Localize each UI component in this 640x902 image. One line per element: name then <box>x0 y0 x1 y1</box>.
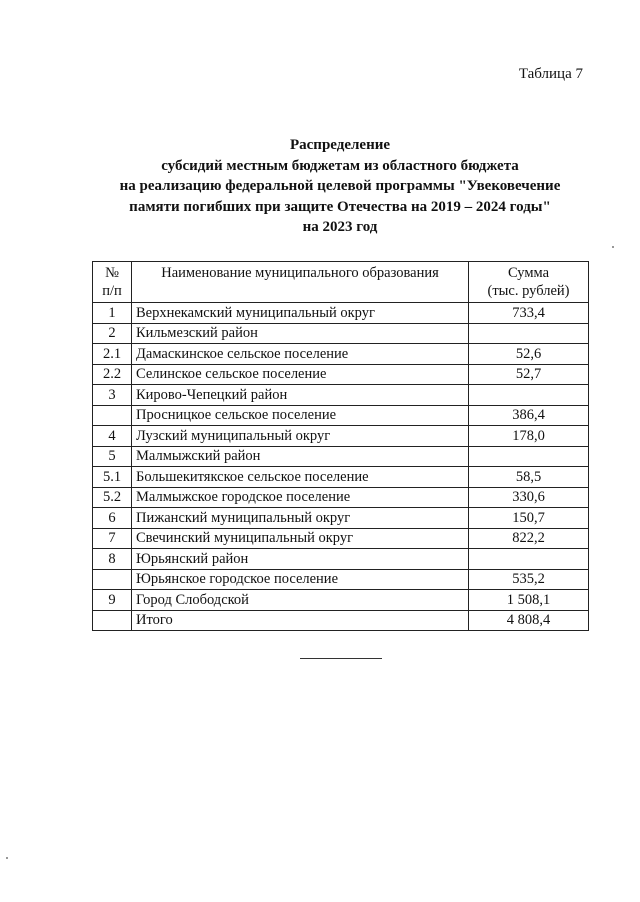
table-row <box>93 508 589 529</box>
row-sum <box>469 446 589 467</box>
row-sum: 386,4 <box>469 405 589 426</box>
table-row <box>93 323 589 344</box>
row-number <box>93 405 132 426</box>
row-number: 3 <box>93 385 132 406</box>
table-row <box>93 569 589 590</box>
column-header-name: Наименование муниципального образования <box>132 262 469 303</box>
table-row <box>93 487 589 508</box>
column-header-sum <box>469 262 589 303</box>
row-sum: 178,0 <box>469 426 589 447</box>
scan-speck <box>6 857 8 859</box>
row-municipality: Итого <box>132 610 469 631</box>
row-sum: 52,7 <box>469 364 589 385</box>
heading-line: на реализацию федеральной целевой программы "Увековечение <box>119 178 561 194</box>
table-row <box>93 426 589 447</box>
table-row <box>93 467 589 488</box>
row-number: 6 <box>93 508 132 529</box>
row-municipality: Юрьянское городское поселение <box>132 569 469 590</box>
row-municipality: Кильмезский район <box>132 323 469 344</box>
table-total-row <box>93 610 589 631</box>
row-sum <box>469 385 589 406</box>
row-sum: 733,4 <box>469 303 589 324</box>
heading-line: памяти погибших при защите Отечества на 2019 – 2024 годы" <box>129 198 551 215</box>
row-municipality: Просницкое сельское поселение <box>132 405 469 426</box>
row-number: 5.1 <box>93 467 132 488</box>
row-number: 5 <box>93 446 132 467</box>
table-row <box>93 344 589 365</box>
table-row <box>93 446 589 467</box>
row-sum: 150,7 <box>469 508 589 529</box>
subsidy-distribution-table <box>92 261 589 631</box>
row-sum: 4 808,4 <box>469 610 589 631</box>
row-number <box>93 610 132 631</box>
row-number: 4 <box>93 426 132 447</box>
row-municipality: Лузский муниципальный округ <box>132 426 469 447</box>
heading-line: Распределение <box>289 137 391 153</box>
row-number: 5.2 <box>93 487 132 508</box>
row-sum: 535,2 <box>469 569 589 590</box>
table-row <box>93 405 589 426</box>
heading-line: на 2023 год <box>302 219 378 235</box>
row-municipality: Верхнекамский муниципальный округ <box>132 303 469 324</box>
table-row <box>93 590 589 611</box>
row-number: 1 <box>93 303 132 324</box>
table-number-label: Таблица 7 <box>518 66 583 82</box>
row-sum <box>469 549 589 570</box>
table-row <box>93 364 589 385</box>
row-number: 8 <box>93 549 132 570</box>
heading-line: субсидий местным бюджетам из областного бюджета <box>161 157 519 174</box>
row-sum: 330,6 <box>469 487 589 508</box>
row-municipality: Юрьянский район <box>132 549 469 570</box>
table-row <box>93 549 589 570</box>
row-municipality: Дамаскинское сельское поселение <box>132 344 469 365</box>
end-of-document-divider <box>300 658 382 659</box>
row-municipality: Селинское сельское поселение <box>132 364 469 385</box>
document-heading <box>92 135 588 238</box>
table-row <box>93 528 589 549</box>
table-row <box>93 385 589 406</box>
row-sum: 58,5 <box>469 467 589 488</box>
column-header-sum-line1: Сумма <box>507 265 550 281</box>
column-header-number-line1: № <box>105 265 119 281</box>
row-number <box>93 569 132 590</box>
row-municipality: Свечинский муниципальный округ <box>132 528 469 549</box>
row-number: 2.2 <box>93 364 132 385</box>
table-row <box>93 303 589 324</box>
row-municipality: Кирово-Чепецкий район <box>132 385 469 406</box>
scan-speck <box>612 246 614 248</box>
row-number: 2.1 <box>93 344 132 365</box>
row-number: 7 <box>93 528 132 549</box>
column-header-sum-line2: (тыс. рублей) <box>487 283 570 299</box>
column-header-number-line2: п/п <box>102 283 122 299</box>
row-municipality: Малмыжский район <box>132 446 469 467</box>
row-sum: 52,6 <box>469 344 589 365</box>
table-header-row <box>93 262 589 303</box>
row-municipality: Малмыжское городское поселение <box>132 487 469 508</box>
row-municipality: Город Слободской <box>132 590 469 611</box>
column-header-number <box>93 262 132 303</box>
row-sum: 1 508,1 <box>469 590 589 611</box>
row-sum <box>469 323 589 344</box>
row-sum: 822,2 <box>469 528 589 549</box>
row-municipality: Пижанский муниципальный округ <box>132 508 469 529</box>
row-number: 9 <box>93 590 132 611</box>
row-municipality: Большекитякское сельское поселение <box>132 467 469 488</box>
row-number: 2 <box>93 323 132 344</box>
